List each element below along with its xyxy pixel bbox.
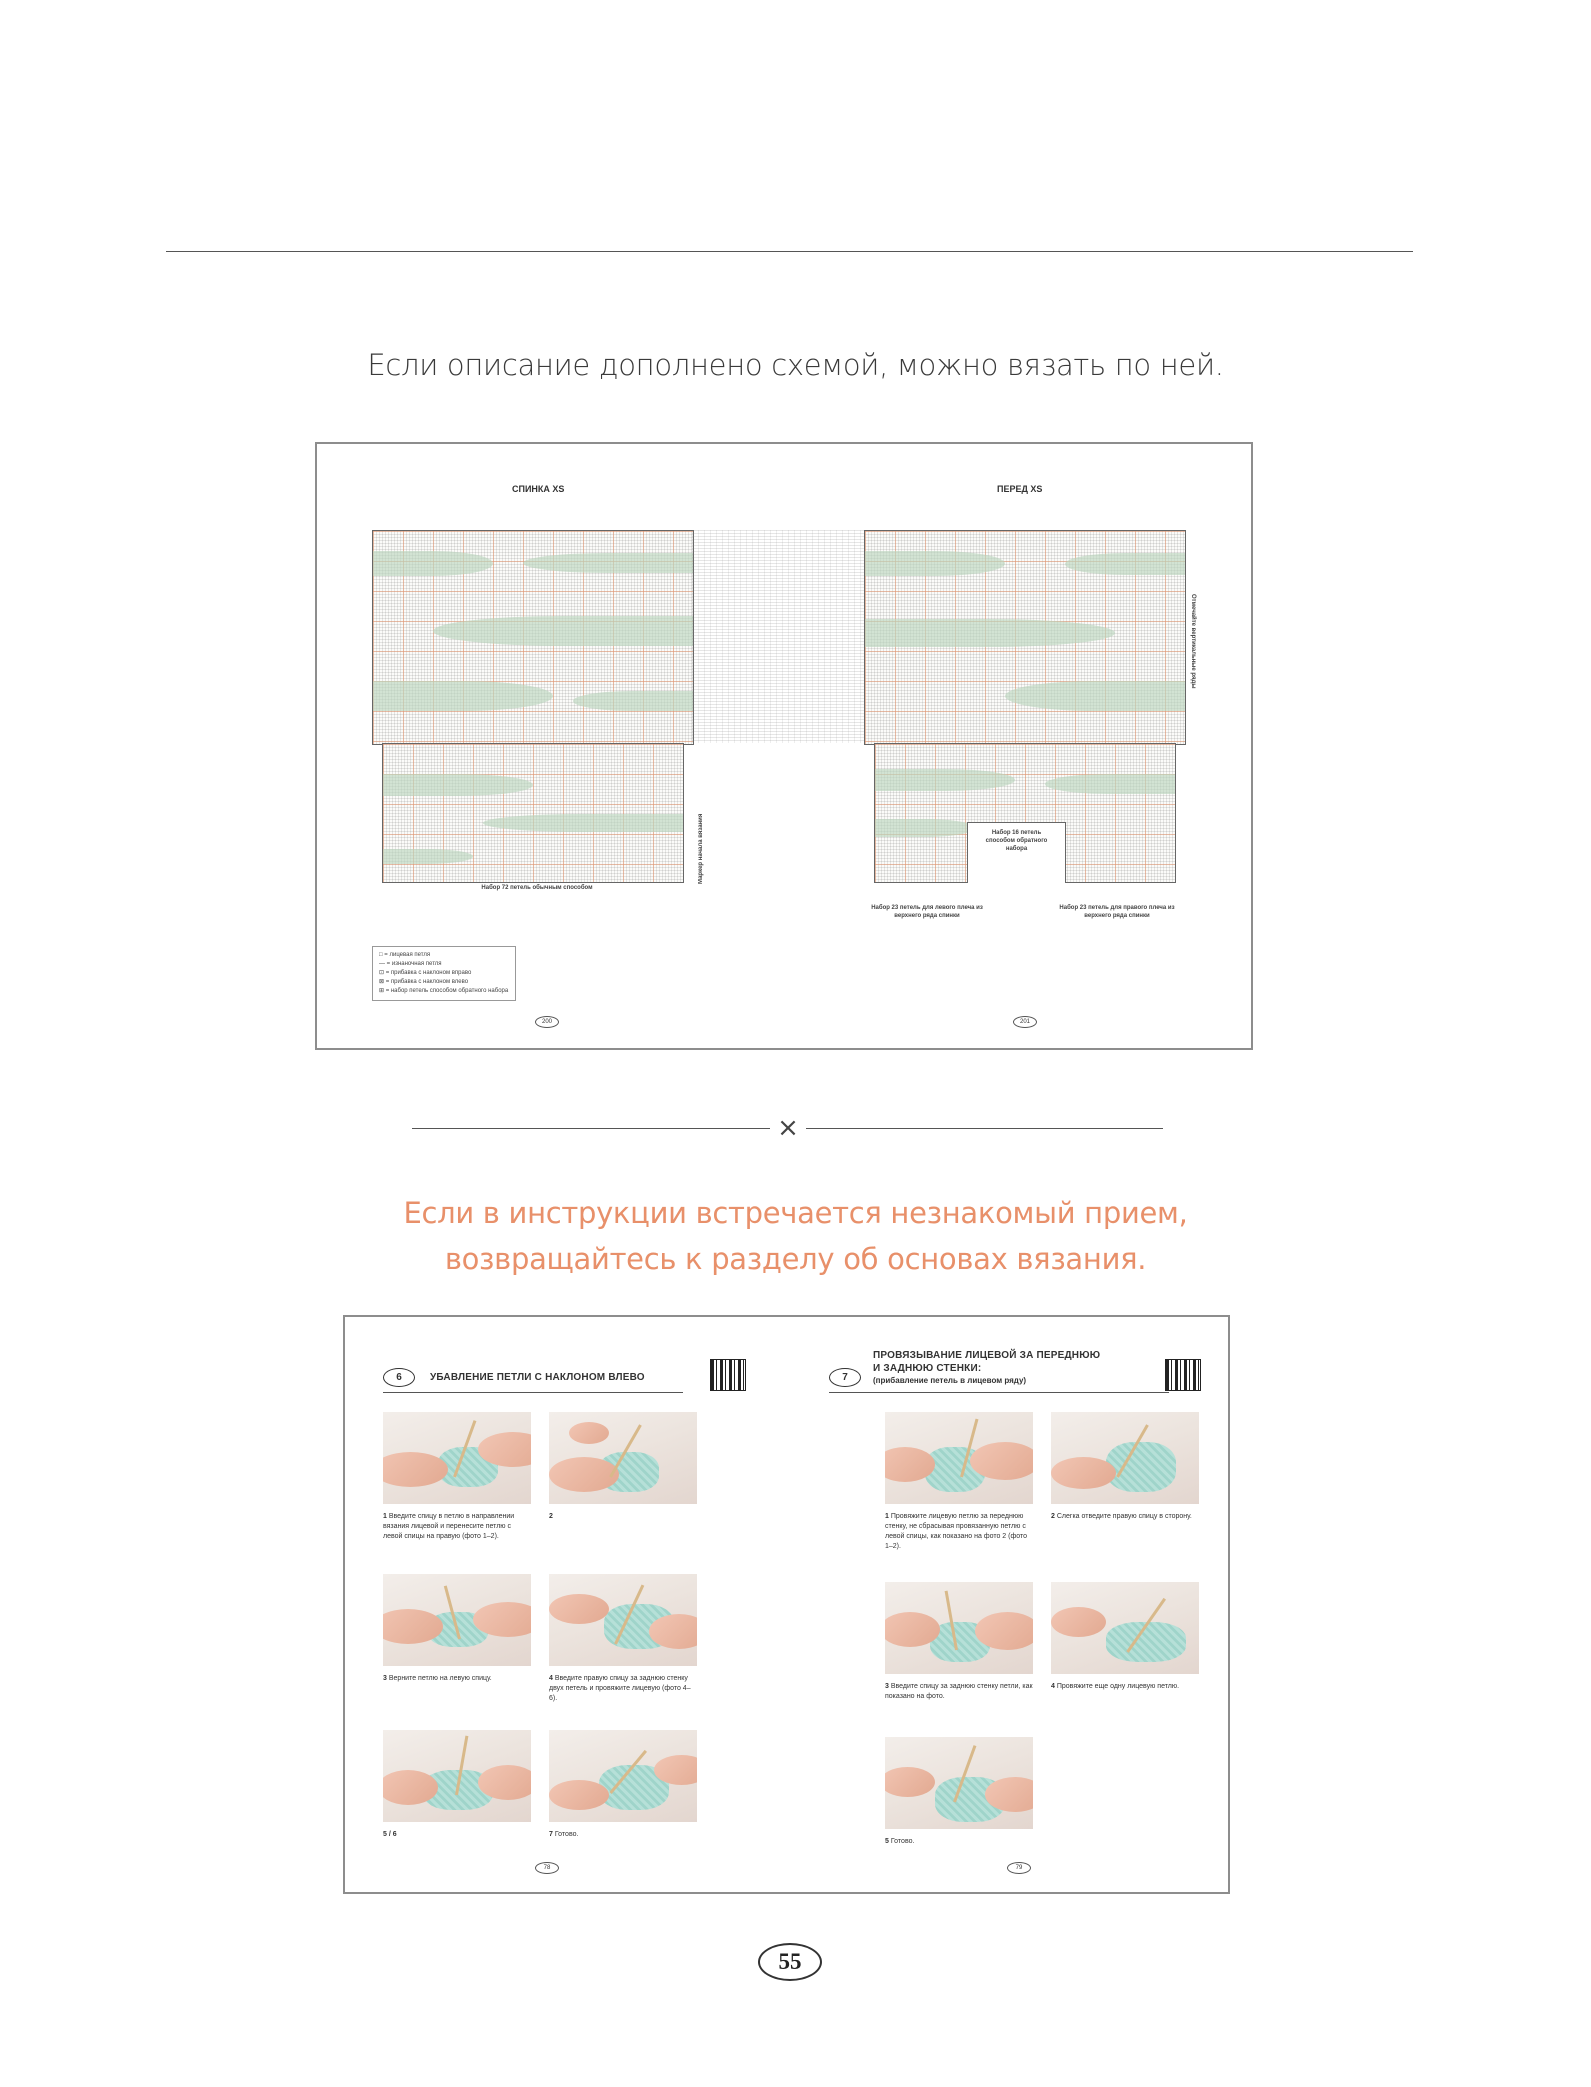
step-caption: 2 Слегка отведите правую спицу в сторону. bbox=[1051, 1513, 1192, 1520]
step-caption: 5 / 6 bbox=[383, 1831, 397, 1838]
left-section-number: 6 bbox=[383, 1368, 415, 1387]
divider-cross-icon: × bbox=[777, 1113, 799, 1143]
chart-legend bbox=[372, 946, 516, 1001]
right-note-left: Набор 23 петель для левого плеча из верхнего ряда спинки bbox=[871, 905, 983, 919]
page-number: 55 bbox=[758, 1943, 822, 1981]
caption-mid-line-2: возвращайтесь к разделу об основах вязания. bbox=[444, 1242, 1147, 1276]
step-caption: 3 Введите спицу за заднюю стенку петли, как показано на фото. bbox=[885, 1683, 1033, 1700]
left-chart-title: СПИНКА XS bbox=[512, 484, 565, 494]
steps-spread-image bbox=[343, 1315, 1230, 1894]
step-caption: 1 Введите спицу в петлю в направлении вязания лицевой и перенесите петлю с левой спицы на правую (фото 1–2). bbox=[383, 1513, 515, 1540]
qr-code-icon bbox=[1165, 1359, 1201, 1391]
left-section-rule bbox=[383, 1392, 683, 1393]
legend-item: ⊡ = прибавка с наклоном вправо bbox=[379, 970, 472, 976]
step-photo bbox=[885, 1412, 1033, 1504]
step-photo bbox=[549, 1574, 697, 1666]
caption-mid-line-1: Если в инструкции встречается незнакомый прием, bbox=[403, 1196, 1188, 1230]
chart-page-right: 201 bbox=[1013, 1016, 1037, 1028]
step-caption: 2 bbox=[549, 1513, 553, 1520]
chart-spread-image bbox=[315, 442, 1253, 1050]
step-caption: 4 Провяжите еще одну лицевую петлю. bbox=[1051, 1683, 1180, 1690]
right-side-label: Отмечайте вертикальные ряды bbox=[1190, 594, 1196, 689]
left-bottom-note: Набор 72 петель обычным способом bbox=[481, 885, 593, 891]
step-photo bbox=[383, 1730, 531, 1822]
legend-item: — = изнаночная петля bbox=[379, 961, 442, 967]
step-photo bbox=[1051, 1412, 1199, 1504]
top-rule bbox=[166, 251, 1413, 252]
step-caption: 4 Введите правую спицу за заднюю стенку двух петель и провяжите лицевую (фото 4–6). bbox=[549, 1675, 691, 1702]
right-section-rule bbox=[829, 1392, 1169, 1393]
right-section-title-2: И ЗАДНЮЮ СТЕНКИ: bbox=[873, 1363, 982, 1374]
divider-line-right bbox=[806, 1128, 1163, 1129]
step-photo bbox=[383, 1412, 531, 1504]
right-section-subtitle: (прибавление петель в лицевом ряду) bbox=[873, 1376, 1027, 1385]
step-photo bbox=[549, 1412, 697, 1504]
chart-connector bbox=[692, 530, 864, 743]
divider-line-left bbox=[412, 1128, 770, 1129]
step-photo bbox=[549, 1730, 697, 1822]
step-caption: 7 Готово. bbox=[549, 1831, 579, 1838]
legend-item: ⊠ = прибавка с наклоном влево bbox=[379, 979, 469, 985]
step-photo bbox=[885, 1582, 1033, 1674]
right-note-right: Набор 23 петель для правого плеча из верхнего ряда спинки bbox=[1059, 905, 1175, 919]
right-chart-title: ПЕРЕД XS bbox=[997, 484, 1043, 494]
qr-code-icon bbox=[710, 1359, 746, 1391]
legend-item: □ = лицевая петля bbox=[379, 952, 431, 958]
right-section-number: 7 bbox=[829, 1368, 861, 1387]
left-section-title: УБАВЛЕНИЕ ПЕТЛИ С НАКЛОНОМ ВЛЕВО bbox=[430, 1372, 645, 1383]
left-side-label: Маркер начала вязания bbox=[698, 813, 704, 884]
steps-page-left: 78 bbox=[535, 1862, 559, 1874]
left-chart-grid-lower bbox=[382, 743, 684, 883]
legend-item: ⊞ = набор петель способом обратного набора bbox=[379, 988, 509, 994]
step-photo bbox=[885, 1737, 1033, 1829]
center-note: Набор 16 петель способом обратного набора bbox=[985, 830, 1048, 852]
left-chart-grid-upper bbox=[372, 530, 694, 745]
right-section-title-1: ПРОВЯЗЫВАНИЕ ЛИЦЕВОЙ ЗА ПЕРЕДНЮЮ bbox=[873, 1350, 1101, 1361]
right-chart-grid-upper bbox=[864, 530, 1186, 745]
step-photo bbox=[383, 1574, 531, 1666]
caption-top: Если описание дополнено схемой, можно вязать по ней. bbox=[367, 348, 1224, 382]
chart-page-left: 200 bbox=[535, 1016, 559, 1028]
step-caption: 3 Верните петлю на левую спицу. bbox=[383, 1675, 492, 1682]
step-caption: 1 Провяжите лицевую петлю за переднюю стенку, не сбрасывая провязанную петлю с левой спицы, как показано на фото 2 (фото 1–2). bbox=[885, 1513, 1027, 1550]
step-caption: 5 Готово. bbox=[885, 1838, 915, 1845]
caption-mid bbox=[0, 1190, 1591, 1282]
step-photo bbox=[1051, 1582, 1199, 1674]
steps-page-right: 79 bbox=[1007, 1862, 1031, 1874]
